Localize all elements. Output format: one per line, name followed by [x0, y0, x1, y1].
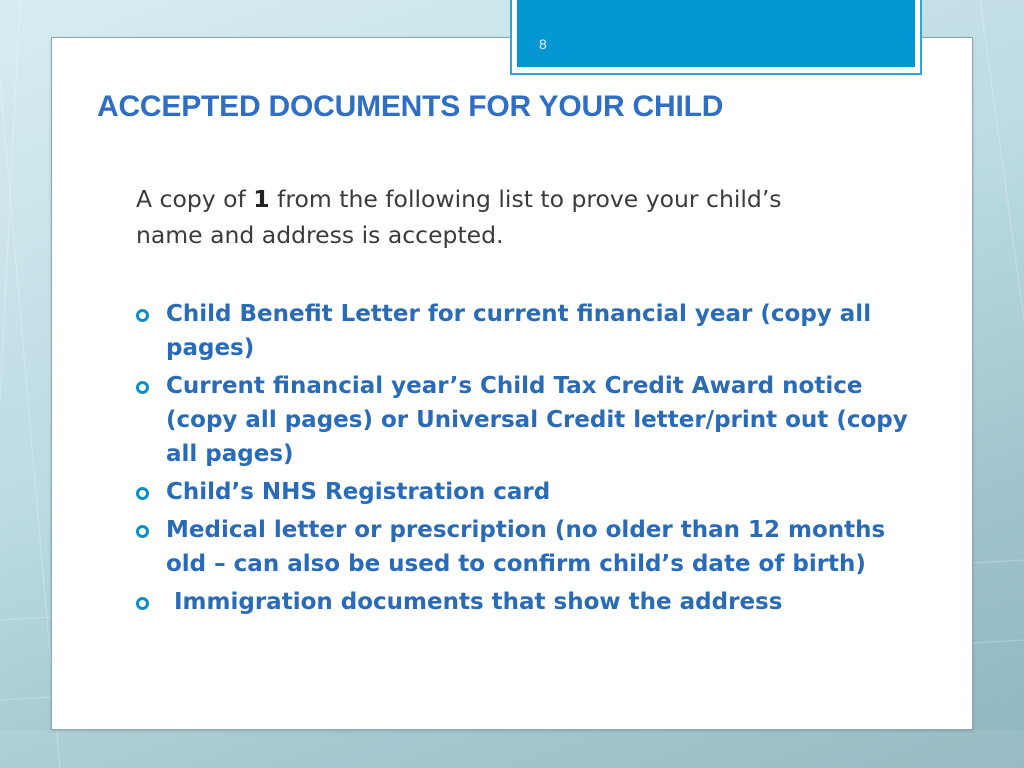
list-item-text: Child Benefit Letter for current financial year (copy all pages) [166, 301, 872, 361]
intro-emphasis: 1 [253, 185, 270, 213]
intro-text-start: A copy of [136, 185, 254, 213]
intro-paragraph [136, 181, 836, 253]
list-item-text: Medical letter or prescription (no older than 12 months old – can also be used to confirm child’s date of birth) [166, 517, 886, 577]
list-item [136, 585, 916, 619]
list-item [136, 297, 916, 365]
accepted-documents-list [136, 297, 916, 623]
hollow-circle-bullet-icon [136, 597, 149, 610]
page-number: 8 [539, 36, 547, 52]
hollow-circle-bullet-icon [136, 487, 149, 500]
list-item [136, 475, 916, 509]
hollow-circle-bullet-icon [136, 381, 149, 394]
slide-content-card [51, 37, 973, 730]
list-item-text: Immigration documents that show the address [174, 589, 783, 615]
hollow-circle-bullet-icon [136, 525, 149, 538]
intro-text-end: from the following list to prove your child’s name and address is accepted. [136, 185, 782, 249]
list-item [136, 513, 916, 581]
list-item [136, 369, 916, 471]
slide-title: ACCEPTED DOCUMENTS FOR YOUR CHILD [97, 90, 724, 123]
list-item-text: Current financial year’s Child Tax Credit Award notice (copy all pages) or Universal Credit letter/print out (copy all pages) [166, 373, 908, 467]
page-number-tab [510, 0, 922, 75]
list-item-text: Child’s NHS Registration card [166, 479, 551, 505]
page-number-tab-fill [517, 0, 915, 67]
hollow-circle-bullet-icon [136, 309, 149, 322]
